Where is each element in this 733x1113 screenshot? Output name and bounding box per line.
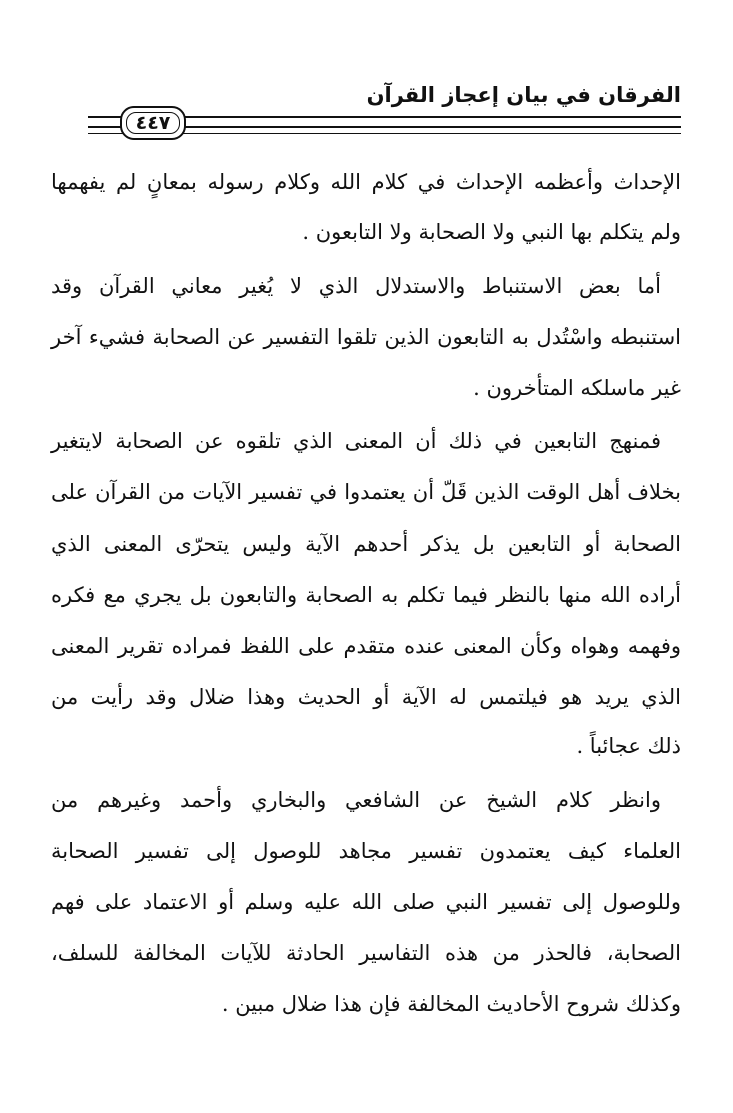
running-title: الفرقان في بيان إعجاز القرآن — [366, 83, 681, 107]
text-line: وكذلك شروح الأحاديث المخالفة فإن هذا ضلال مبين . — [221, 992, 681, 1016]
text-line: وللوصول إلى تفسير النبي صلى الله عليه وسلم أو الاعتماد على فهم — [51, 890, 681, 914]
text-line: ذلك عجائباً . — [576, 734, 681, 758]
text-line: استنبطه واسْتُدل به التابعون الذين تلقوا التفسير عن الصحابة فشيء آخر — [51, 325, 681, 349]
text-line: أراده الله منها بالنظر فيما تكلم به الصحابة والتابعون بل يجري مع فكره — [51, 583, 681, 607]
text-line: ولم يتكلم بها النبي ولا الصحابة ولا التابعون . — [302, 220, 681, 244]
page-number-frame — [120, 106, 186, 140]
text-line: العلماء كيف يعتمدون تفسير مجاهد للوصول إلى تفسير الصحابة — [51, 839, 681, 863]
text-line: وانظر كلام الشيخ عن الشافعي والبخاري وأحمد وغيرهم من — [51, 788, 661, 812]
page-number: ٤٤٧ — [126, 112, 180, 134]
text-line: بخلاف أهل الوقت الذين قَلّ أن يعتمدوا في تفسير الآيات من القرآن على — [51, 480, 681, 504]
text-line: وفهمه وهواه وكأن المعنى عنده متقدم على اللفظ فمراده تقرير المعنى — [51, 634, 681, 658]
text-line: فمنهج التابعين في ذلك أن المعنى الذي تلقوه عن الصحابة لايتغير — [51, 429, 661, 453]
text-line: الصحابة أو التابعين بل يذكر أحدهم الآية وليس يتحرّى المعنى الذي — [51, 532, 681, 556]
text-line: الصحابة، فالحذر من هذه التفاسير الحادثة للآيات المخالفة للسلف، — [51, 941, 681, 965]
text-line: أما بعض الاستنباط والاستدلال الذي لا يُغير معاني القرآن وقد — [51, 274, 661, 298]
text-line: غير ماسلكه المتأخرون . — [473, 376, 681, 400]
text-line: الذي يريد هو فيلتمس له الآية أو الحديث وهذا ضلال وقد رأيت من — [51, 685, 681, 709]
text-line: الإحداث وأعظمه الإحداث في كلام الله وكلام رسوله بمعانٍ لم يفهمها — [51, 170, 681, 194]
